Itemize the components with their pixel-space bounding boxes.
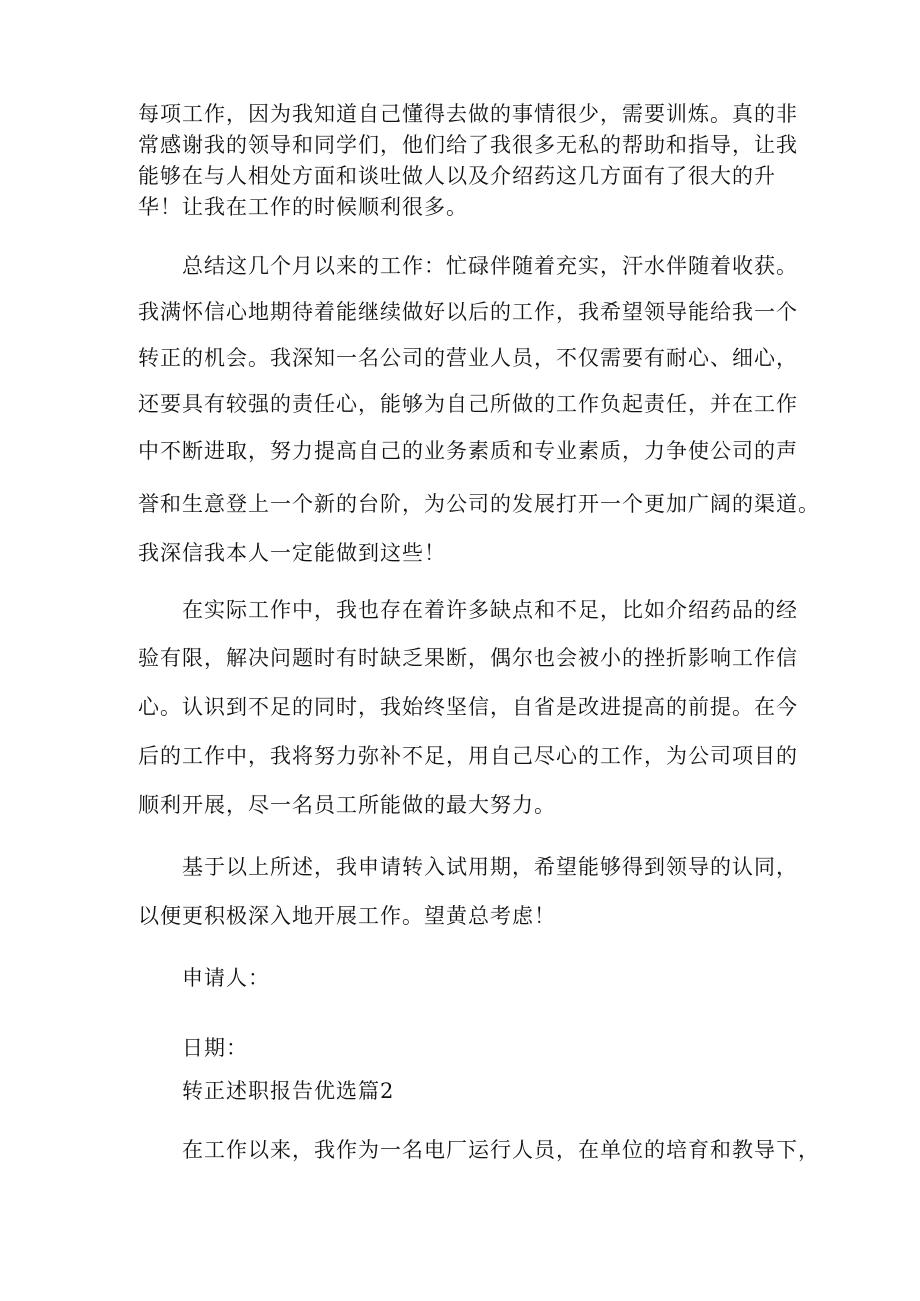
paragraph-1-line-4: 华！让我在工作的时候顺利很多。	[138, 195, 468, 219]
paragraph-2-line-4: 还要具有较强的责任心，能够为自己所做的工作负起责任，并在工作	[138, 392, 798, 416]
paragraph-3-line-2: 验有限，解决问题时有时缺乏果断，偶尔也会被小的挫折影响工作信	[138, 646, 798, 670]
paragraph-2-line-7: 我深信我本人一定能做到这些！	[138, 541, 446, 565]
paragraph-1-line-2: 常感谢我的领导和同学们，他们给了我很多无私的帮助和指导，让我	[138, 133, 798, 157]
paragraph-2-line-6: 誉和生意登上一个新的台阶，为公司的发展打开一个更加广阔的渠道。	[138, 492, 820, 516]
date-label: 日期：	[182, 1036, 248, 1060]
paragraph-4-line-2: 以便更积极深入地开展工作。望黄总考虑！	[138, 904, 556, 928]
paragraph-3-line-3: 心。认识到不足的同时，我始终坚信，自省是改进提高的前提。在今	[138, 695, 798, 719]
paragraph-1-line-3: 能够在与人相处方面和谈吐做人以及介绍药这几方面有了很大的升	[138, 164, 776, 188]
paragraph-5-line-1: 在工作以来，我作为一名电厂运行人员，在单位的培育和教导下，	[182, 1138, 820, 1162]
paragraph-3-line-1: 在实际工作中，我也存在着许多缺点和不足，比如介绍药品的经	[182, 598, 798, 622]
paragraph-2-line-2: 我满怀信心地期待着能继续做好以后的工作，我希望领导能给我一个	[138, 300, 798, 324]
paragraph-2-line-5: 中不断进取，努力提高自己的业务素质和专业素质，力争使公司的声	[138, 439, 798, 463]
paragraph-3-line-5: 顺利开展，尽一名员工所能做的最大努力。	[138, 793, 556, 817]
section-title: 转正述职报告优选篇2	[182, 1079, 395, 1103]
paragraph-2-line-3: 转正的机会。我深知一名公司的营业人员，不仅需要有耐心、细心，	[138, 346, 798, 370]
paragraph-1-line-1: 每项工作，因为我知道自己懂得去做的事情很少，需要训炼。真的非	[138, 102, 798, 126]
paragraph-2-line-1: 总结这几个月以来的工作：忙碌伴随着充实，汗水伴随着收获。	[182, 254, 798, 278]
paragraph-3-line-4: 后的工作中，我将努力弥补不足，用自己尽心的工作，为公司项目的	[138, 744, 798, 768]
paragraph-4-line-1: 基于以上所述，我申请转入试用期，希望能够得到领导的认同，	[182, 855, 798, 879]
applicant-label: 申请人：	[182, 966, 270, 990]
